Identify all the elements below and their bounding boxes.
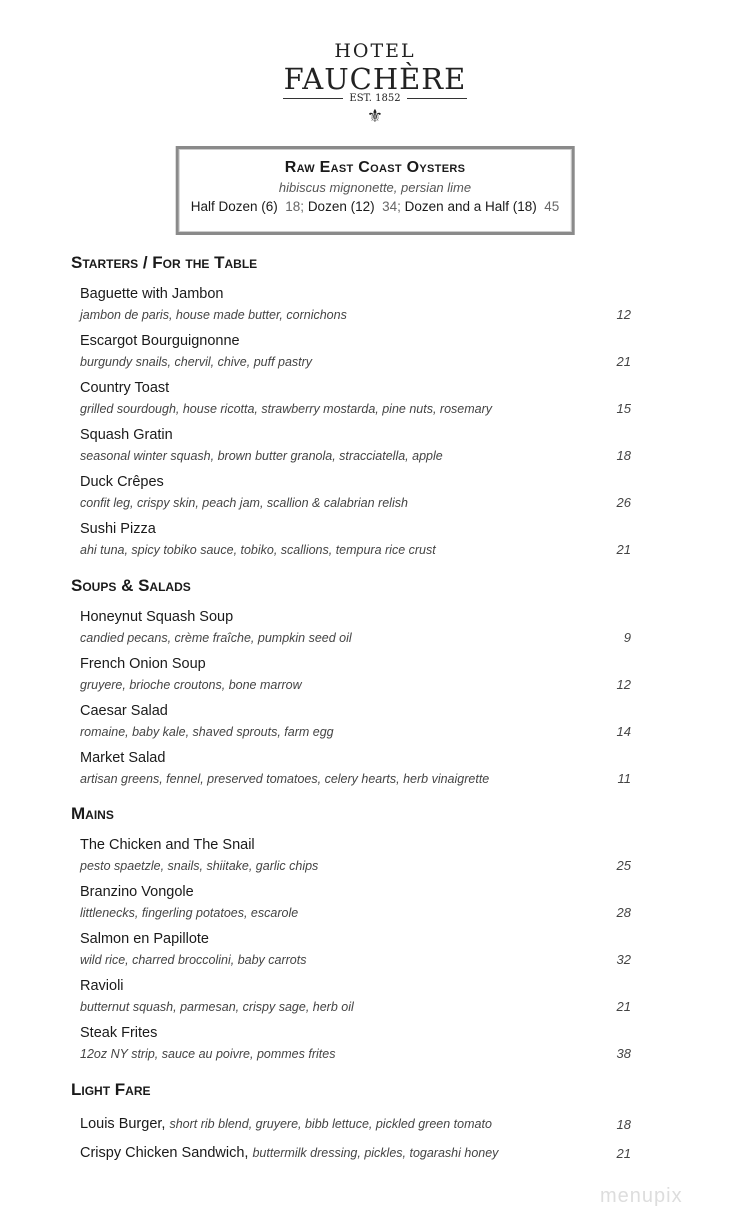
menu-section xyxy=(71,804,641,1069)
est-text: EST. 1852 xyxy=(349,93,401,104)
item-price: 12 xyxy=(616,677,631,692)
menu-item xyxy=(71,1110,641,1139)
item-desc: 12oz NY strip, sauce au poivre, pommes frites xyxy=(80,1047,336,1061)
item-desc: littlenecks, fingerling potatoes, escarole xyxy=(80,906,299,920)
item-desc: butternut squash, parmesan, crispy sage, herb oil xyxy=(80,1000,354,1014)
item-price: 25 xyxy=(616,858,631,873)
option-price: 34; xyxy=(382,199,401,214)
featured-oysters-box xyxy=(176,146,575,235)
item-desc: jambon de paris, house made butter, cornichons xyxy=(80,308,347,322)
menu-item xyxy=(71,424,641,471)
menu-item xyxy=(71,700,641,747)
menu-item xyxy=(71,834,641,881)
option-price: 18; xyxy=(285,199,305,214)
item-name: The Chicken and The Snail xyxy=(80,837,255,853)
fleur-de-lis-icon: ⚜ xyxy=(366,106,384,127)
menu-item xyxy=(71,975,641,1022)
item-price: 14 xyxy=(616,724,631,739)
item-desc: burgundy snails, chervil, chive, puff pastry xyxy=(80,355,313,369)
item-name: French Onion Soup xyxy=(80,656,206,672)
menu-section xyxy=(71,253,641,565)
item-price: 9 xyxy=(623,630,631,645)
item-price: 18 xyxy=(616,1117,631,1132)
option-label: Dozen and a Half (18) xyxy=(404,199,537,214)
menu-item xyxy=(71,1139,641,1168)
item-name: Honeynut Squash Soup xyxy=(80,609,234,625)
item-desc: grilled sourdough, house ricotta, strawberry mostarda, pine nuts, rosemary xyxy=(80,402,492,416)
item-name: Duck Crêpes xyxy=(80,474,164,490)
menu-item xyxy=(71,881,641,928)
menu-item xyxy=(71,330,641,377)
item-name: Louis Burger, xyxy=(80,1116,166,1132)
featured-title: Raw East Coast Oysters xyxy=(284,159,466,176)
item-name: Branzino Vongole xyxy=(80,884,194,900)
option-label: Half Dozen (6) xyxy=(190,199,278,214)
item-name: Baguette with Jambon xyxy=(80,286,224,302)
item-name: Squash Gratin xyxy=(80,427,173,443)
menu-section xyxy=(71,1080,641,1168)
logo-hotel: HOTEL xyxy=(334,40,416,62)
item-name: Steak Frites xyxy=(80,1025,158,1041)
item-desc: candied pecans, crème fraîche, pumpkin seed oil xyxy=(80,631,352,645)
featured-desc: hibiscus mignonette, persian lime xyxy=(278,180,472,195)
menu-item xyxy=(71,471,641,518)
watermark: menupix xyxy=(600,1185,683,1207)
item-price: 21 xyxy=(616,542,631,557)
menu-item xyxy=(71,747,641,794)
divider xyxy=(283,98,343,99)
item-price: 21 xyxy=(616,354,631,369)
item-price: 38 xyxy=(616,1046,631,1061)
item-price: 18 xyxy=(616,448,631,463)
item-price: 21 xyxy=(616,1146,631,1161)
menu-item xyxy=(71,606,641,653)
item-price: 32 xyxy=(616,952,631,967)
menu-item xyxy=(71,653,641,700)
menu-section xyxy=(71,576,641,794)
section-title: Soups & Salads xyxy=(71,576,191,595)
item-desc: buttermilk dressing, pickles, togarashi honey xyxy=(252,1146,499,1160)
section-title: Light Fare xyxy=(71,1080,151,1099)
item-price: 28 xyxy=(616,905,631,920)
featured-prices xyxy=(191,199,560,214)
item-desc: romaine, baby kale, shaved sprouts, farm egg xyxy=(80,725,334,739)
menu-item xyxy=(71,1022,641,1069)
item-name: Ravioli xyxy=(80,978,124,994)
item-name: Market Salad xyxy=(80,750,166,766)
item-name: Crispy Chicken Sandwich, xyxy=(80,1145,249,1161)
option-price: 45 xyxy=(544,199,560,214)
item-price: 12 xyxy=(616,307,631,322)
menu-item xyxy=(71,283,641,330)
item-desc: artisan greens, fennel, preserved tomatoes, celery hearts, herb vinaigrette xyxy=(80,772,490,786)
item-desc: ahi tuna, spicy tobiko sauce, tobiko, scallions, tempura rice crust xyxy=(80,543,436,557)
item-desc: short rib blend, gruyere, bibb lettuce, pickled green tomato xyxy=(169,1117,492,1131)
section-title: Mains xyxy=(71,804,114,823)
logo-est xyxy=(0,93,750,104)
item-name: Salmon en Papillote xyxy=(80,931,209,947)
item-name: Escargot Bourguignonne xyxy=(80,333,240,349)
divider xyxy=(407,98,467,99)
item-name: Sushi Pizza xyxy=(80,521,156,537)
menu-item xyxy=(71,518,641,565)
item-desc: pesto spaetzle, snails, shiitake, garlic chips xyxy=(80,859,319,873)
item-name: Caesar Salad xyxy=(80,703,168,719)
menu-item xyxy=(71,377,641,424)
item-price: 15 xyxy=(616,401,631,416)
section-title: Starters / For the Table xyxy=(71,253,258,272)
menu-item xyxy=(71,928,641,975)
item-desc: confit leg, crispy skin, peach jam, scallion & calabrian relish xyxy=(80,496,408,510)
item-desc: wild rice, charred broccolini, baby carrots xyxy=(80,953,307,967)
item-name: Country Toast xyxy=(80,380,170,396)
item-desc: seasonal winter squash, brown butter granola, stracciatella, apple xyxy=(80,449,443,463)
item-price: 21 xyxy=(616,999,631,1014)
logo-fauchere: FAUCHÈRE xyxy=(283,62,467,96)
option-label: Dozen (12) xyxy=(307,199,375,214)
item-desc: gruyere, brioche croutons, bone marrow xyxy=(80,678,302,692)
item-price: 26 xyxy=(616,495,631,510)
item-price: 11 xyxy=(617,771,631,786)
